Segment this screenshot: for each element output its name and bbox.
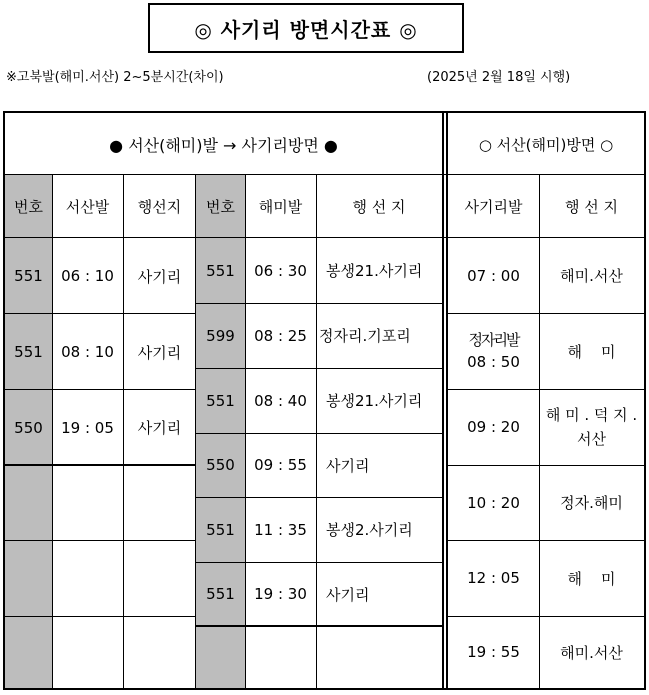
- section-left-title: ● 서산(해미)발 → 사기리방면 ●: [109, 135, 338, 155]
- table-b-row-line: [196, 562, 442, 563]
- table-b-row-line: [196, 368, 442, 369]
- header-b-destination: 행 선 지: [352, 198, 406, 216]
- table-b-column-line: [245, 175, 246, 688]
- table-c-row-line: [448, 465, 644, 466]
- header-c-destination: 행 선 지: [564, 198, 618, 216]
- table-b-row-line: [196, 303, 442, 304]
- table-a-row-line-thick: [5, 464, 196, 466]
- table-c-row-6-destination: 해미.서산: [560, 643, 623, 662]
- table-b-row-line: [196, 497, 442, 498]
- table-a-row-1-time: 06 : 10: [61, 267, 114, 285]
- table-c-row-3-time: 09 : 20: [467, 418, 520, 436]
- section-divider-left: [442, 113, 444, 688]
- table-c-row-3-destination-line-2: 서산: [577, 430, 606, 448]
- table-b-row-6-time: 19 : 30: [254, 585, 307, 603]
- table-c-row-1-time: 07 : 00: [467, 266, 520, 285]
- table-b-row-4-destination: 사기리: [326, 456, 370, 475]
- section-divider-right: [446, 113, 448, 688]
- header-a-time: 서산발: [65, 198, 110, 216]
- table-c-row-2-time: 08 : 50: [467, 353, 520, 371]
- table-c-row-4-time: 10 : 20: [467, 493, 520, 512]
- table-a-row-2-number: 551: [14, 343, 43, 361]
- table-b-row-5-destination: 봉생2.사기리: [326, 521, 413, 539]
- section-title-separator: [5, 174, 644, 175]
- table-a-row-3-number: 550: [14, 418, 43, 437]
- table-a-column-line: [123, 175, 124, 688]
- table-c-row-2-time-origin: 정자리발: [468, 331, 519, 349]
- header-a-number: 번호: [14, 198, 43, 216]
- table-b-row-1-destination: 봉생21.사기리: [326, 262, 423, 280]
- table-c-row-2-destination: 해 미: [567, 342, 616, 361]
- section-right-title: ○ 서산(해미)방면 ○: [478, 135, 614, 154]
- table-b-row-line: [196, 433, 442, 434]
- table-c-row-line: [448, 540, 644, 541]
- table-a-row-3-destination: 사기리: [137, 419, 182, 437]
- table-b-column-line: [316, 175, 317, 688]
- table-a-row-2-destination: 사기리: [137, 343, 182, 362]
- header-separator: [5, 237, 644, 238]
- note-left: ※고북발(해미.서산) 2~5분시간(차이): [6, 70, 224, 85]
- timetable: [3, 111, 646, 690]
- table-c-row-3-destination-line-1: 해 미 . 덕 지 .: [545, 406, 638, 424]
- table-c-row-2-time-cell: [448, 313, 539, 389]
- table-b-row-line-thick: [196, 625, 442, 627]
- table-b-row-1-number: 551: [206, 261, 235, 280]
- table-a-row-line: [5, 313, 196, 314]
- table-a-row-line: [5, 540, 196, 541]
- table-c-row-6-time: 19 : 55: [467, 643, 520, 661]
- table-b-row-1-time: 06 : 30: [254, 261, 307, 280]
- note-right: (2025년 2월 18일 시행): [427, 70, 571, 85]
- table-b-row-2-time: 08 : 25: [254, 326, 307, 345]
- header-a-destination: 행선지: [137, 198, 182, 216]
- table-a-row-2-time: 08 : 10: [61, 343, 114, 361]
- table-c-row-5-destination: 해 미: [567, 569, 616, 588]
- table-b-row-4-number: 550: [206, 456, 235, 474]
- table-a-row-3-time: 19 : 05: [61, 418, 114, 437]
- table-a-column-line: [52, 175, 53, 688]
- table-c-row-line: [448, 616, 644, 617]
- table-b-row-5-time: 11 : 35: [254, 520, 307, 539]
- table-c-column-line: [539, 175, 540, 688]
- table-c-row-5-time: 12 : 05: [467, 569, 520, 587]
- table-b-row-3-number: 551: [206, 391, 235, 410]
- table-b-row-6-destination: 사기리: [326, 585, 370, 604]
- table-b-empty-number: [196, 626, 245, 688]
- table-c-row-line: [448, 389, 644, 390]
- table-c-row-4-destination: 정자.해미: [560, 494, 623, 512]
- table-c-row-3-destination-cell: [539, 389, 644, 465]
- table-c-row-line: [448, 313, 644, 314]
- header-b-number: 번호: [206, 198, 235, 216]
- header-b-time: 해미발: [258, 198, 303, 216]
- table-a-row-line: [5, 389, 196, 390]
- table-a-row-line: [5, 616, 196, 617]
- table-a-column-line: [195, 175, 196, 688]
- table-b-row-6-number: 551: [206, 585, 235, 603]
- table-b-row-5-number: 551: [206, 520, 235, 539]
- table-a-row-1-number: 551: [14, 267, 43, 285]
- table-a-row-1-destination: 사기리: [137, 267, 182, 286]
- header-c-time: 사기리발: [464, 198, 523, 216]
- table-b-row-2-number: 599: [206, 326, 235, 345]
- table-c-row-1-destination: 해미.서산: [560, 267, 623, 285]
- table-b-row-3-time: 08 : 40: [254, 391, 307, 410]
- table-b-row-2-destination: 정자리.기포리: [319, 327, 411, 345]
- page-title: ◎ 사기리 방면시간표 ◎: [148, 3, 464, 53]
- table-b-row-4-time: 09 : 55: [254, 456, 307, 474]
- table-b-row-3-destination: 봉생21.사기리: [326, 392, 423, 410]
